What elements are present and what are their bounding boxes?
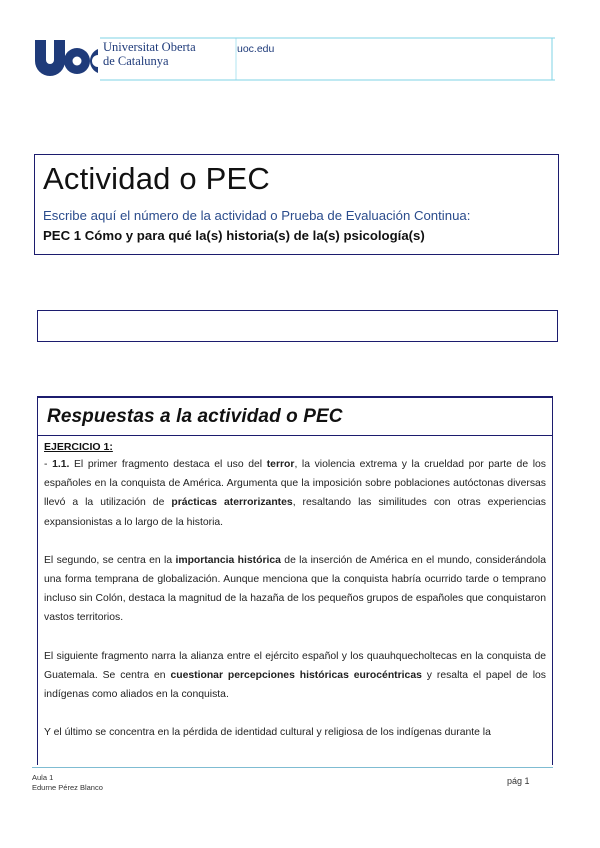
item-number: 1.1. [52,459,70,470]
activity-title-box [34,154,559,255]
footer-course: Aula 1 [32,773,54,782]
text: , resaltando las similitudes con otras experiencias expansionistas a lo largo de la historia. [44,497,546,528]
university-url[interactable]: uoc.edu [237,43,275,55]
footer-divider [32,767,553,768]
list-dash: - [44,459,53,470]
document-header [0,28,600,88]
text: de la inserción de América en el mundo, considerándola una forma temprana de globalización. Aunque menciona que la conquista habría ocurrido tarde o temprano incluso sin Colón, destaca la magnitud de la hazaña de los pequeños grupos de españoles que conquistaron vastos territorios. [44,554,546,624]
page-number: pág 1 [507,776,530,786]
university-name-line2: de Catalunya [103,54,169,68]
text: El primer fragmento destaca el uso del [69,459,267,470]
footer-author: Edurne Pérez Blanco [32,782,103,792]
answers-heading: Respuestas a la actividad o PEC [47,406,343,427]
text: y resalta el papel de los indígenas como aliados en la conquista. [44,669,546,701]
answers-content [38,435,552,765]
paragraph-spacer [44,532,546,551]
paragraph-2 [44,551,546,628]
activity-instruction: Escribe aquí el número de la actividad o Prueba de Evaluación Continua: [43,208,471,223]
paragraph-spacer [44,628,546,647]
paragraph-1 [44,455,546,532]
answers-section [37,396,553,765]
university-name [103,40,196,68]
text: El siguiente fragmento narra la alianza entre el ejército español y los quauhquecholtecas en la conquista de Guatemala. Se centra en [44,650,546,681]
bold-term: importancia histórica [175,554,281,566]
bold-term: terror [266,459,295,470]
bold-term: prácticas aterrorizantes [171,497,293,509]
university-name-line1: Universitat Oberta [103,40,196,54]
exercise-heading: EJERCICIO 1: [44,441,113,453]
paragraph-4 [44,723,546,742]
page-title: Actividad o PEC [43,161,270,196]
uoc-logo [34,40,98,76]
empty-info-box [37,310,558,342]
text: Y el último se concentra en la pérdida de identidad cultural y religiosa de los indígenas durante la [44,727,491,739]
bold-term: cuestionar percepciones históricas eurocéntricas [170,669,422,681]
text: El segundo, se centra en la [44,554,176,566]
paragraph-spacer [44,704,546,723]
text: , la violencia extrema y la crueldad por parte de los españoles en la conquista de América. Argumenta que la imposición sobre poblaciones autóctonas diversas llevó a la utilización de [44,459,546,509]
pec-name: PEC 1 Cómo y para qué la(s) historia(s) de la(s) psicología(s) [43,228,425,243]
paragraph-3 [44,647,546,705]
footer-info [32,773,103,792]
